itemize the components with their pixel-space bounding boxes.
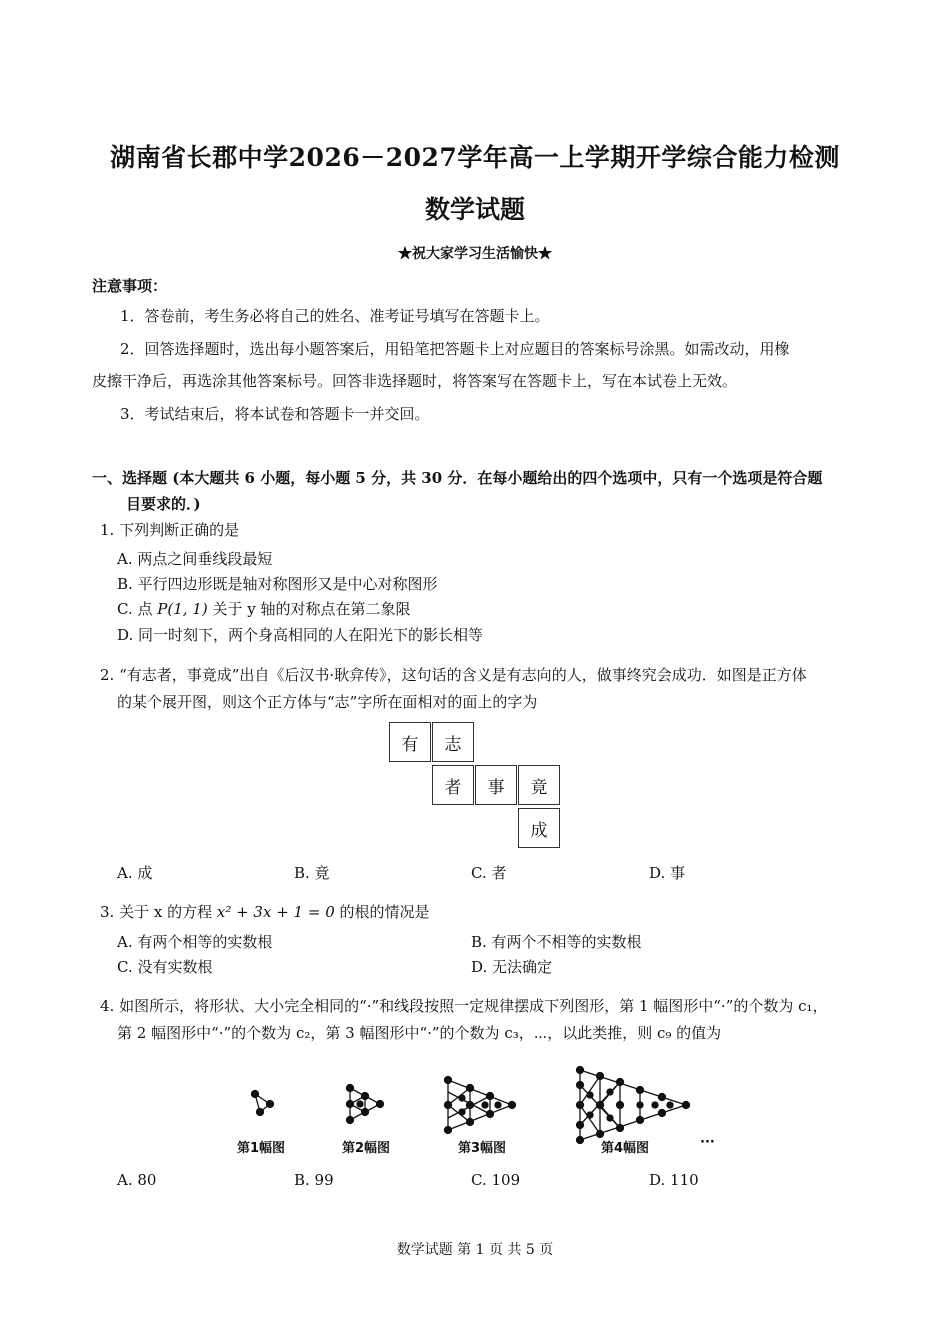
net-cell-3: 者 (432, 765, 474, 805)
pattern-figure-4 (577, 1067, 690, 1144)
notice-item-1: 1．答卷前，考生务必将自己的姓名、准考证号填写在答题卡上。 (120, 307, 550, 325)
q4-option-b: B. 99 (294, 1171, 334, 1189)
net-cell-1: 有 (389, 722, 431, 762)
pattern-figure-2 (347, 1085, 384, 1124)
net-cell-4: 事 (475, 765, 517, 805)
q2-option-b: B. 竟 (294, 864, 330, 882)
figure-caption-3: 第3幅图 (458, 1141, 507, 1156)
q2-option-a: A. 成 (117, 864, 153, 882)
net-cell-5: 竟 (518, 765, 560, 805)
q3-option-a: A. 有两个相等的实数根 (117, 933, 273, 951)
q3-option-c: C. 没有实数根 (117, 958, 213, 976)
q1-option-b: B. 平行四边形既是轴对称图形又是中心对称图形 (117, 575, 438, 593)
figure-ellipsis: ··· (700, 1135, 715, 1150)
q3-option-d: D. 无法确定 (471, 958, 553, 976)
notice-item-3: 3．考试结束后，将本试卷和答题卡一并交回。 (120, 405, 430, 423)
motto: ★祝大家学习生活愉快★ (398, 246, 552, 262)
net-cell-6: 成 (518, 808, 560, 848)
q4-option-d: D. 110 (649, 1171, 699, 1189)
net-cell-2: 志 (432, 722, 474, 762)
section-heading-line-2: 目要求的．) (126, 495, 201, 513)
q1-option-c-suffix: 关于 y 轴的对称点在第二象限 (207, 600, 411, 618)
figure-caption-1: 第1幅图 (237, 1141, 286, 1156)
q4-option-c: C. 109 (471, 1171, 521, 1189)
paper-title: 湖南省长郡中学2026－2027学年高一上学期开学综合能力检测 (110, 143, 840, 172)
q2-stem-line-2: 的某个展开图，则这个正方体与“志”字所在面相对的面上的字为 (117, 693, 538, 711)
notice-item-2-line-1: 2．回答选择题时，选出每小题答案后，用铅笔把答题卡上对应题目的答案标号涂黑。如需改动，用橡 (120, 340, 790, 358)
q1-option-d: D. 同一时刻下，两个身高相同的人在阳光下的影长相等 (117, 626, 484, 644)
q3-stem-prefix: 3. 关于 x 的方程 (100, 903, 217, 921)
pattern-figure-3 (445, 1077, 516, 1134)
q4-option-a: A. 80 (117, 1171, 157, 1189)
figure-caption-4: 第4幅图 (601, 1141, 650, 1156)
section-heading-line-1: 一、选择题 (本大题共 6 小题，每小题 5 分，共 30 分．在每小题给出的四个选项中，只有一个选项是符合题 (92, 469, 823, 487)
q2-stem-line-1: 2. “有志者，事竟成”出自《后汉书·耿弇传》，这句话的含义是有志向的人，做事终究会成功．如图是正方体 (100, 666, 807, 684)
paper-subtitle: 数学试题 (424, 195, 525, 224)
q1-option-c-prefix: C. 点 (117, 600, 158, 618)
q3-stem-suffix: 的根的情况是 (334, 903, 430, 921)
pattern-figure-1 (252, 1091, 274, 1116)
q1-option-a: A. 两点之间垂线段最短 (117, 550, 273, 568)
q2-option-c: C. 者 (471, 864, 507, 882)
q3-stem (100, 902, 430, 922)
figure-caption-2: 第2幅图 (342, 1141, 391, 1156)
page-footer: 数学试题 第 1 页 共 5 页 (396, 1242, 554, 1258)
notice-item-2-line-2: 皮擦干净后，再选涂其他答案标号。回答非选择题时，将答案写在答题卡上，写在本试卷上无效。 (92, 372, 738, 390)
q1-option-c (117, 599, 410, 619)
q1-option-c-math: P(1, 1) (157, 600, 208, 618)
q3-equation: x² + 3x + 1 = 0 (216, 903, 335, 921)
notice-heading: 注意事项： (92, 277, 168, 295)
q1-stem: 1. 下列判断正确的是 (100, 521, 240, 539)
q4-stem-line-2: 第 2 幅图形中“·”的个数为 c₂，第 3 幅图形中“·”的个数为 c₃，⋯，以此类推，则 c₉ 的值为 (117, 1024, 722, 1042)
q2-option-d: D. 事 (649, 864, 686, 882)
q3-option-b: B. 有两个不相等的实数根 (471, 933, 642, 951)
q4-stem-line-1: 4. 如图所示，将形状、大小完全相同的“·”和线段按照一定规律摆成下列图形，第 1 幅图形中“·”的个数为 c₁， (100, 997, 828, 1015)
